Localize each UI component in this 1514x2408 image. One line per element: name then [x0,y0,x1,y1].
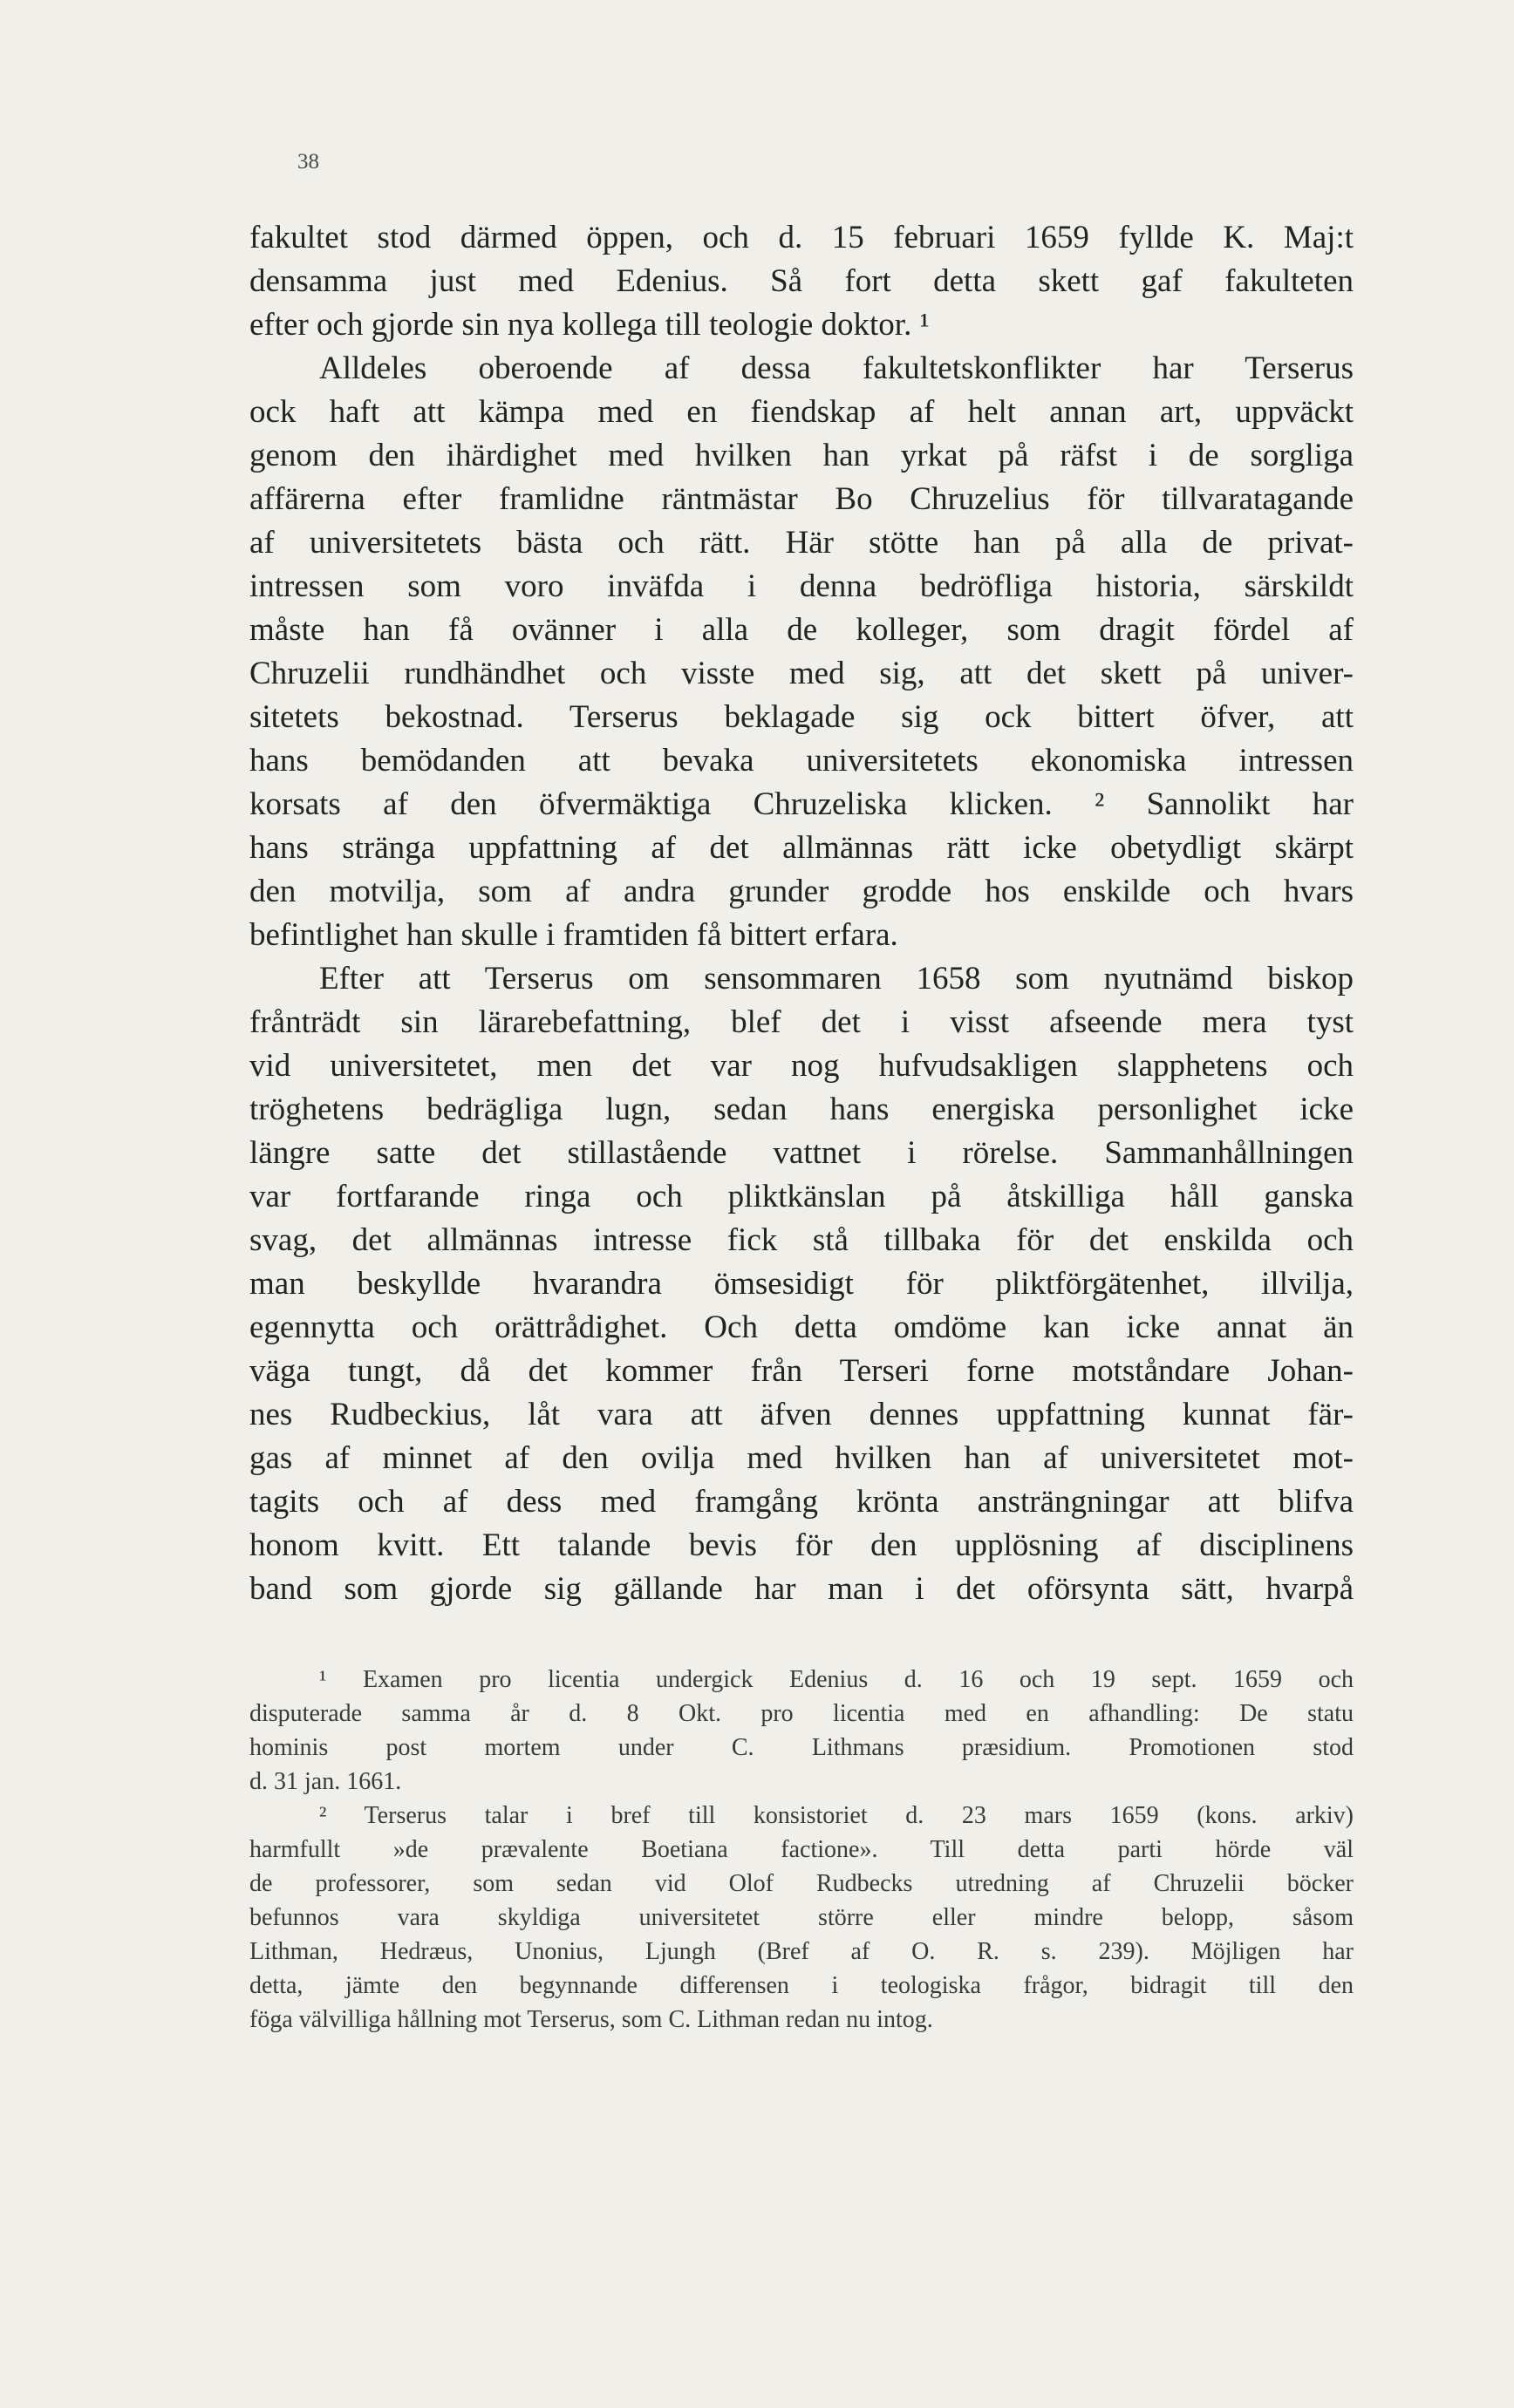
text-line: nes Rudbeckius, låt vara att äfven dennes uppfattning kunnat fär- [249,1397,1354,1432]
text-line: Efter att Terserus om sensommaren 1658 som nyutnämd biskop [319,961,1354,997]
page-number: 38 [297,150,319,173]
text-line: tröghetens bedrägliga lugn, sedan hans energiska personlighet icke [249,1092,1354,1127]
footnote-line: hominis post mortem under C. Lithmans præsidium. Promotionen stod [249,1734,1354,1761]
text-line: svag, det allmännas intresse fick stå tillbaka för det enskilda och [249,1222,1354,1258]
text-line: egennytta och orättrådighet. Och detta omdöme kan icke annat än [249,1309,1354,1345]
footnote-line: d. 31 jan. 1661. [249,1768,402,1795]
footnote-line: de professorer, som sedan vid Olof Rudbecks utredning af Chruzelii böcker [249,1870,1354,1897]
text-line: honom kvitt. Ett talande bevis för den upplösning af disciplinens [249,1527,1354,1563]
text-line: den motvilja, som af andra grunder grodde hos enskilde och hvars [249,874,1354,909]
text-line: var fortfarande ringa och pliktkänslan på åtskilliga håll ganska [249,1179,1354,1214]
footnote-line: detta, jämte den begynnande differensen i teologiska frågor, bidragit till den [249,1972,1354,1999]
text-line: måste han få ovänner i alla de kolleger, som dragit fördel af [249,612,1354,648]
footnote-line: ¹ Examen pro licentia undergick Edenius d. 16 och 19 sept. 1659 och [319,1666,1354,1693]
text-line: frånträdt sin lärarebefattning, blef det i visst afseende mera tyst [249,1004,1354,1040]
text-line: längre satte det stillastående vattnet i rörelse. Sammanhållningen [249,1135,1354,1171]
text-line: väga tungt, då det kommer från Terseri forne motståndare Johan- [249,1353,1354,1389]
text-line: fakultet stod därmed öppen, och d. 15 februari 1659 fyllde K. Maj:t [249,220,1354,255]
text-line: af universitetets bästa och rätt. Här stötte han på alla de privat- [249,525,1354,561]
footnote-line: Lithman, Hedræus, Unonius, Ljungh (Bref af O. R. s. 239). Möjligen har [249,1938,1354,1965]
text-line: tagits och af dess med framgång krönta ansträngningar att blifva [249,1484,1354,1520]
footnote-line: disputerade samma år d. 8 Okt. pro licentia med en afhandling: De statu [249,1700,1354,1727]
text-line: intressen som voro inväfda i denna bedröfliga historia, särskildt [249,568,1354,604]
text-line: hans bemödanden att bevaka universitetets ekonomiska intressen [249,743,1354,779]
footnote-line: ² Terserus talar i bref till konsistoriet d. 23 mars 1659 (kons. arkiv) [319,1802,1354,1829]
text-line: befintlighet han skulle i framtiden få bittert erfara. [249,917,898,953]
text-line: genom den ihärdighet med hvilken han yrkat på räfst i de sorgliga [249,438,1354,473]
text-line: hans stränga uppfattning af det allmännas rätt icke obetydligt skärpt [249,830,1354,866]
text-line: efter och gjorde sin nya kollega till teologie doktor. ¹ [249,307,930,343]
text-line: ock haft att kämpa med en fiendskap af helt annan art, uppväckt [249,394,1354,430]
footnote-line: harmfullt »de prævalente Boetiana factione». Till detta parti hörde väl [249,1836,1354,1863]
text-line: affärerna efter framlidne räntmästar Bo Chruzelius för tillvaratagande [249,481,1354,517]
text-line: band som gjorde sig gällande har man i det oförsynta sätt, hvarpå [249,1571,1354,1607]
text-line: korsats af den öfvermäktiga Chruzeliska klicken. ² Sannolikt har [249,786,1354,822]
footnote-line: befunnos vara skyldiga universitetet större eller mindre belopp, såsom [249,1904,1354,1931]
footnote-line: föga välvilliga hållning mot Terserus, som C. Lithman redan nu intog. [249,2006,933,2033]
text-line: sitetets bekostnad. Terserus beklagade sig ock bittert öfver, att [249,699,1354,735]
text-line: Alldeles oberoende af dessa fakultetskonflikter har Terserus [319,350,1354,386]
footnotes [249,1663,1354,2037]
text-line: gas af minnet af den ovilja med hvilken han af universitetet mot- [249,1440,1354,1476]
text-line: densamma just med Edenius. Så fort detta skett gaf fakulteten [249,263,1354,299]
text-line: man beskyllde hvarandra ömsesidigt för pliktförgätenhet, illvilja, [249,1266,1354,1302]
text-line: vid universitetet, men det var nog hufvudsakligen slapphetens och [249,1048,1354,1084]
body-text [249,216,1354,1611]
text-line: Chruzelii rundhändhet och visste med sig, att det skett på univer- [249,656,1354,691]
